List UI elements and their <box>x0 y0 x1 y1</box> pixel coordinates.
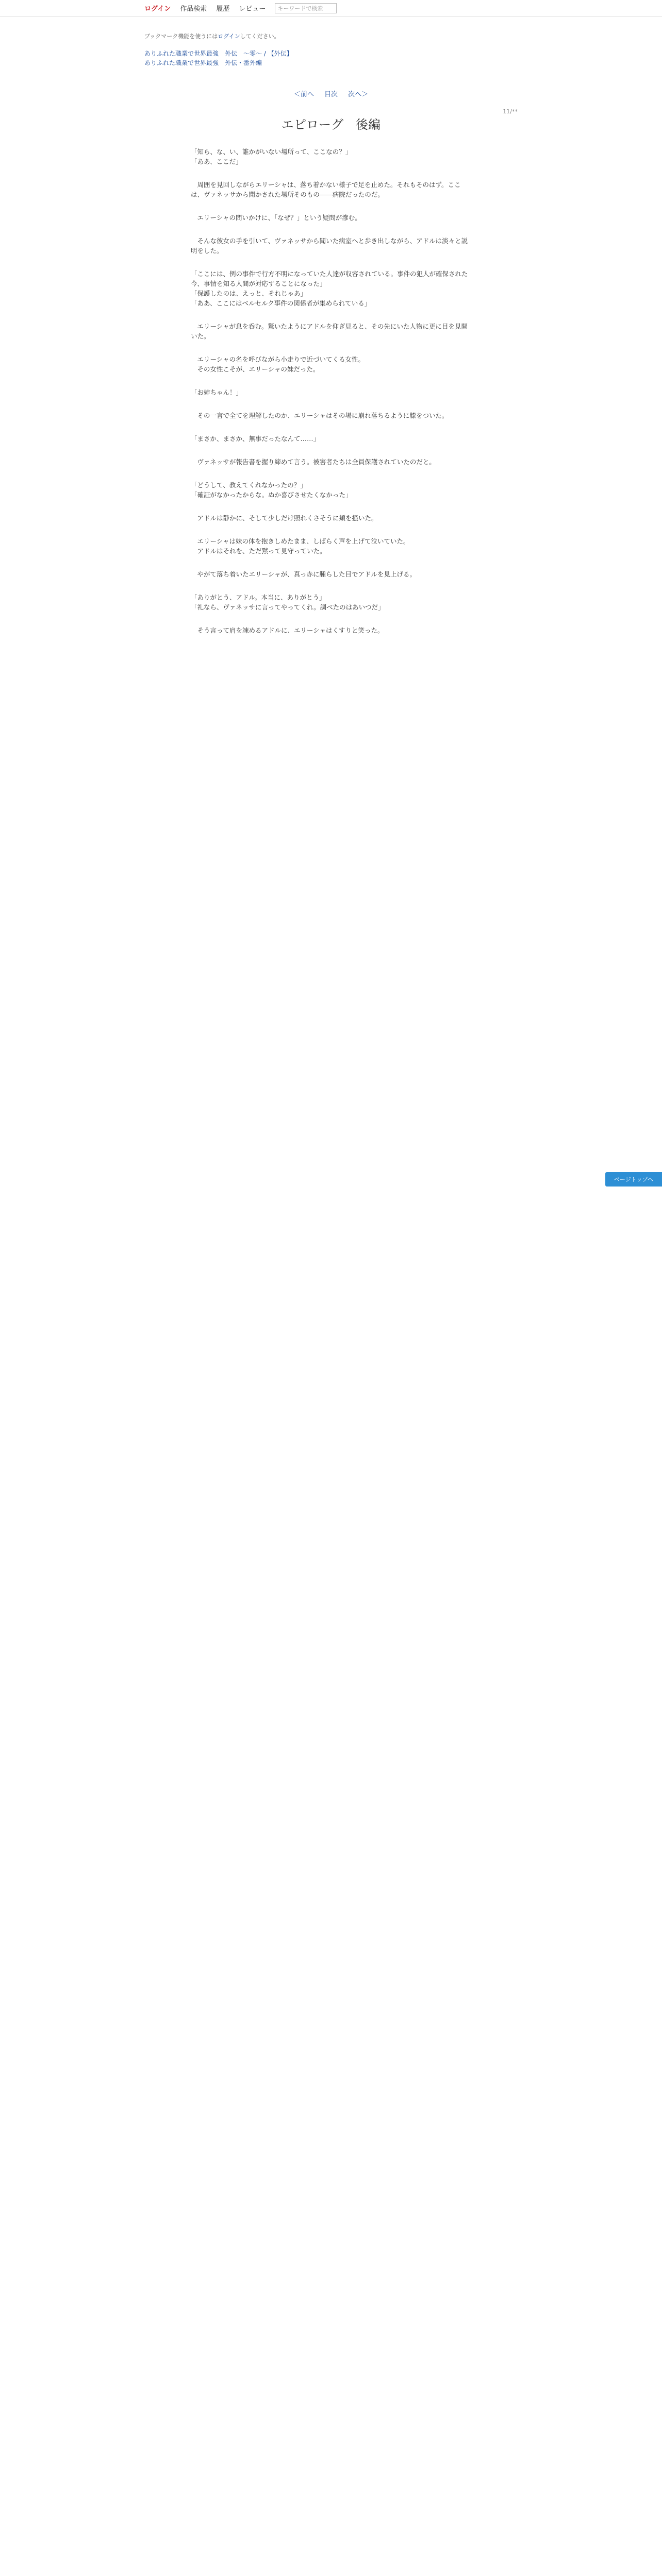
episode-number: 11/** <box>503 108 518 115</box>
body-paragraph: 「ここには、例の事件で行方不明になっていた人達が収容されている。事件の犯人が確保された今、事情を知る人間が対応することになった」 「保護したのは、えっと、それじゃあ」 「ああ、ここにはベルセルク事件の関係者が集められている」 <box>191 270 468 307</box>
body-paragraph: 「どうして、教えてくれなかったの？」 「確証がなかったからな。ぬか喜びさせたくなかった」 <box>191 481 352 499</box>
toc-link[interactable]: 目次 <box>324 91 338 98</box>
notice-prefix: ブックマーク機能を使うには <box>144 33 218 40</box>
login-link[interactable]: ログイン <box>144 5 171 13</box>
nav-item-search[interactable]: 作品検索 <box>180 5 207 13</box>
notice-login-link[interactable]: ログイン <box>218 33 240 40</box>
body-paragraph: やがて落ち着いたエリーシャが、真っ赤に腫らした目でアドルを見上げる。 <box>191 570 417 578</box>
page-top-button[interactable]: ページトップへ <box>605 1172 662 1187</box>
body-paragraph: 「知ら、な、い、誰かがいない場所って、ここなの？」 「ああ、ここだ」 <box>191 148 352 165</box>
body-paragraph: 「ありがとう、アドル。本当に、ありがとう」 「礼なら、ヴァネッサに言ってやってくれ。調べたのはあいつだ」 <box>191 594 385 611</box>
series-link-1[interactable]: ありふれた職業で世界最強 外伝 〜零〜 / 【外伝】 <box>144 50 293 57</box>
bookmark-notice <box>144 32 280 40</box>
body-paragraph: 「まさか、まさか、無事だったなんて……」 <box>191 435 320 443</box>
body-paragraph: そう言って肩を竦めるアドルに、エリーシャはくすりと笑った。 <box>191 626 384 634</box>
novel-body <box>191 147 469 649</box>
body-paragraph: その一言で全てを理解したのか、エリーシャはその場に崩れ落ちるように膝をついた。 <box>191 412 449 419</box>
nav-item-review[interactable]: レビュー <box>239 5 266 13</box>
body-paragraph: エリーシャの名を呼びながら小走りで近づいてくる女性。 その女性こそが、エリーシャの妹だった。 <box>197 355 365 373</box>
body-paragraph: アドルは静かに、そして少しだけ照れくさそうに頬を掻いた。 <box>191 514 378 522</box>
notice-suffix: してください。 <box>240 33 280 40</box>
body-paragraph: そんな彼女の手を引いて、ヴァネッサから聞いた病室へと歩き出しながら、アドルは淡々と説明をした。 <box>191 237 468 255</box>
series-links <box>144 49 293 67</box>
body-paragraph: ヴァネッサが報告書を握り締めて言う。被害者たちは全員保護されていたのだと。 <box>191 458 436 466</box>
body-paragraph: 周囲を見回しながらエリーシャは、落ち着かない様子で足を止めた。それもそのはず。ここは、ヴァネッサから聞かされた場所そのもの――病院だったのだ。 <box>191 181 461 198</box>
nav-item-history[interactable]: 履歴 <box>216 5 230 13</box>
search-input[interactable]: キーワードで検索 <box>275 3 337 13</box>
pager <box>0 89 662 98</box>
next-link[interactable]: 次へ＞ <box>348 91 369 98</box>
top-nav-bar <box>0 0 662 16</box>
body-paragraph: エリーシャの問いかけに、「なぜ？」という疑問が滲む。 <box>191 214 361 222</box>
body-paragraph: エリーシャは妹の体を抱きしめたまま、しばらく声を上げて泣いていた。 アドルはそれを、ただ黙って見守っていた。 <box>197 537 410 555</box>
prev-link[interactable]: ＜前へ <box>293 91 314 98</box>
body-paragraph: 「お姉ちゃん！」 <box>191 388 243 396</box>
page-title: エピローグ 後編 <box>282 117 380 132</box>
body-paragraph: エリーシャが息を呑む。驚いたようにアドルを仰ぎ見ると、その先にいた人物に更に目を見開いた。 <box>191 323 468 340</box>
series-link-2[interactable]: ありふれた職業で世界最強 外伝・番外編 <box>144 59 262 66</box>
